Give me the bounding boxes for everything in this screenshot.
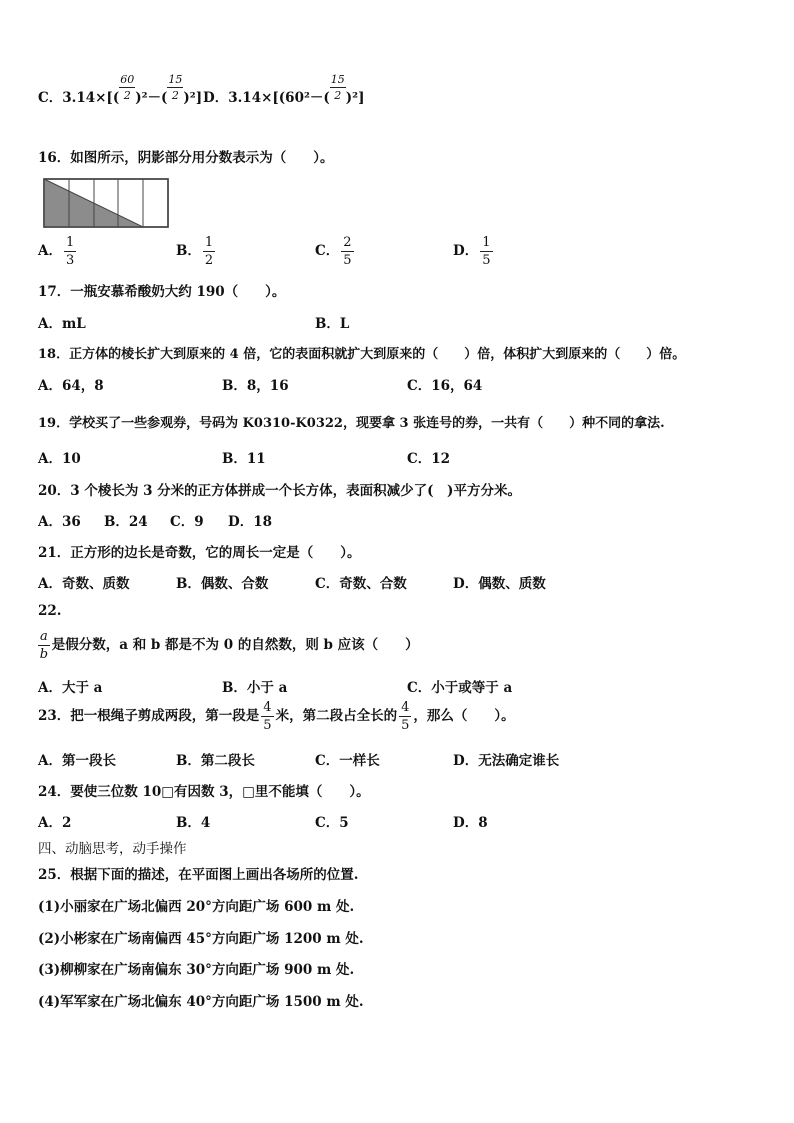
q16-option-b[interactable]: B． $\frac{1}{2}$ [176, 235, 214, 268]
q17-option-b[interactable]: B．L [315, 316, 350, 332]
q22-option-b[interactable]: B．小于 a [222, 680, 288, 696]
q17-option-a[interactable]: A．mL [38, 316, 86, 332]
q22-question: $\frac{a}{b}$ 是假分数，a 和 b 都是不为 0 的自然数，则 b 应该（ ） [39, 629, 419, 662]
q19-option-a[interactable]: A．10 [38, 451, 81, 467]
q23-option-d[interactable]: D．无法确定谁长 [453, 753, 560, 769]
q20-option-c[interactable]: C．9 [170, 514, 204, 530]
q24-option-d[interactable]: D．8 [453, 815, 488, 831]
q20-question: 20．3 个棱长为 3 分米的正方体拼成一个长方体，表面积减少了( )平方分米。 [38, 483, 521, 499]
q22-number: 22. [38, 603, 62, 619]
q25-item-3: (3)柳柳家在广场南偏东 30°方向距广场 900 m 处. [38, 962, 355, 978]
q20-option-b[interactable]: B．24 [104, 514, 148, 530]
q16-question: 16．如图所示，阴影部分用分数表示为（ ）。 [38, 150, 334, 166]
q20-option-d[interactable]: D．18 [228, 514, 272, 530]
q25-item-1: (1)小丽家在广场北偏西 20°方向距广场 600 m 处. [38, 899, 355, 915]
q15-option-d: D．3.14×[(60²－( $\frac{15}{2}$ )²] [203, 73, 365, 106]
q21-option-c[interactable]: C．奇数、合数 [315, 576, 407, 592]
q16-option-c[interactable]: C． $\frac{2}{5}$ [315, 235, 352, 268]
q21-option-b[interactable]: B．偶数、合数 [176, 576, 269, 592]
q15-option-c: C．3.14×[( $\frac{60}{2}$ )²－( $\frac{15}{2}$ )²] [38, 73, 203, 106]
q17-question: 17．一瓶安慕希酸奶大约 190（ ）。 [38, 284, 286, 300]
q19-option-c[interactable]: C．12 [407, 451, 451, 467]
section-title: 四、动脑思考，动手操作 [38, 841, 187, 857]
q25-item-2: (2)小彬家在广场南偏西 45°方向距广场 1200 m 处. [38, 931, 364, 947]
q18-option-a[interactable]: A．64，8 [38, 378, 104, 394]
q25-item-4: (4)军军家在广场北偏东 40°方向距广场 1500 m 处. [38, 994, 364, 1010]
q19-question: 19．学校买了一些参观券，号码为 K0310-K0322，现要拿 3 张连号的券，一共有（ ）种不同的拿法. [38, 416, 665, 431]
q21-question: 21．正方形的边长是奇数，它的周长一定是（ ）。 [38, 545, 361, 561]
q16-option-a[interactable]: A． $\frac{1}{3}$ [38, 235, 75, 268]
q21-option-d[interactable]: D．偶数、质数 [453, 576, 546, 592]
q18-question: 18．正方体的棱长扩大到原来的 4 倍，它的表面积就扩大到原来的（ ）倍，体积扩大到原来的（ ）倍。 [38, 347, 686, 362]
q23-option-a[interactable]: A．第一段长 [38, 753, 116, 769]
q24-question: 24．要使三位数 10□有因数 3，□里不能填（ ）。 [38, 784, 370, 800]
q23-question: 23．把一根绳子剪成两段，第一段是 $\frac{4}{5}$ 米，第二段占全长的 $\frac{4}{5}$ ，那么（ ）。 [38, 700, 515, 733]
q23-option-c[interactable]: C．一样长 [315, 753, 380, 769]
q21-option-a[interactable]: A．奇数、质数 [38, 576, 130, 592]
q16-option-d[interactable]: D． $\frac{1}{5}$ [453, 235, 491, 268]
q24-option-c[interactable]: C．5 [315, 815, 349, 831]
q18-option-b[interactable]: B．8，16 [222, 378, 289, 394]
q25-question: 25．根据下面的描述，在平面图上画出各场所的位置. [38, 867, 359, 883]
q24-option-a[interactable]: A．2 [38, 815, 72, 831]
q24-option-b[interactable]: B．4 [176, 815, 211, 831]
q22-option-c[interactable]: C．小于或等于 a [407, 680, 513, 696]
q19-option-b[interactable]: B．11 [222, 451, 266, 467]
q20-option-a[interactable]: A．36 [38, 514, 81, 530]
q22-option-a[interactable]: A．大于 a [38, 680, 103, 696]
q16-shaded-figure [43, 178, 171, 230]
q18-option-c[interactable]: C．16，64 [407, 378, 483, 394]
q23-option-b[interactable]: B．第二段长 [176, 753, 255, 769]
